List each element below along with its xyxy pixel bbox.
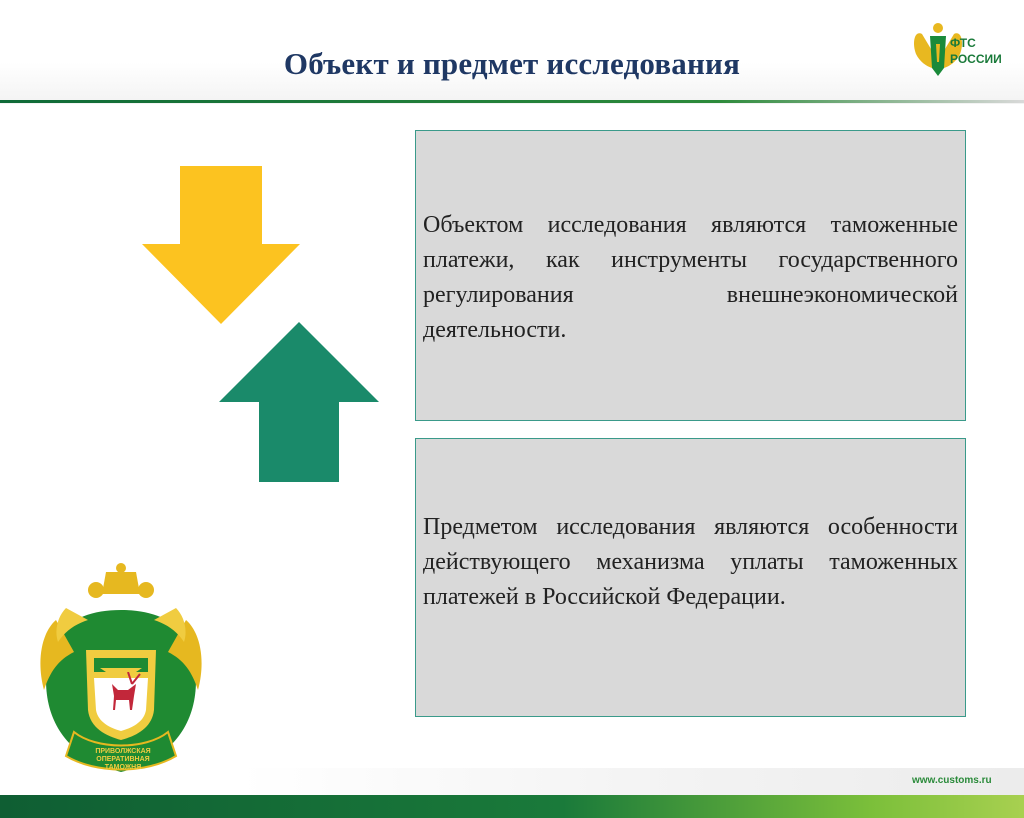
object-text: Объектом исследования являются таможенные платежи, как инструменты государственного регулирования внешнеэкономической деятельности. <box>423 212 958 343</box>
arrow-down-icon <box>142 166 302 326</box>
header-divider <box>0 100 1024 103</box>
arrow-up-icon <box>219 322 381 484</box>
logo-line-1: ФТС <box>950 36 976 50</box>
subject-text: Предметом исследования являются особенности действующего механизма уплаты таможенных платежей в Российской Федерации. <box>423 514 958 610</box>
footer-shade <box>240 768 1024 795</box>
logo-line-2: РОССИИ <box>950 52 1002 66</box>
footer-band <box>0 795 1024 818</box>
slide-title: Объект и предмет исследования <box>283 46 741 81</box>
emblem-ribbon-text: ПРИВОЛЖСКАЯ ОПЕРАТИВНАЯ ТАМОЖНЯ <box>95 748 151 771</box>
website-link[interactable]: www.customs.ru <box>912 775 992 786</box>
